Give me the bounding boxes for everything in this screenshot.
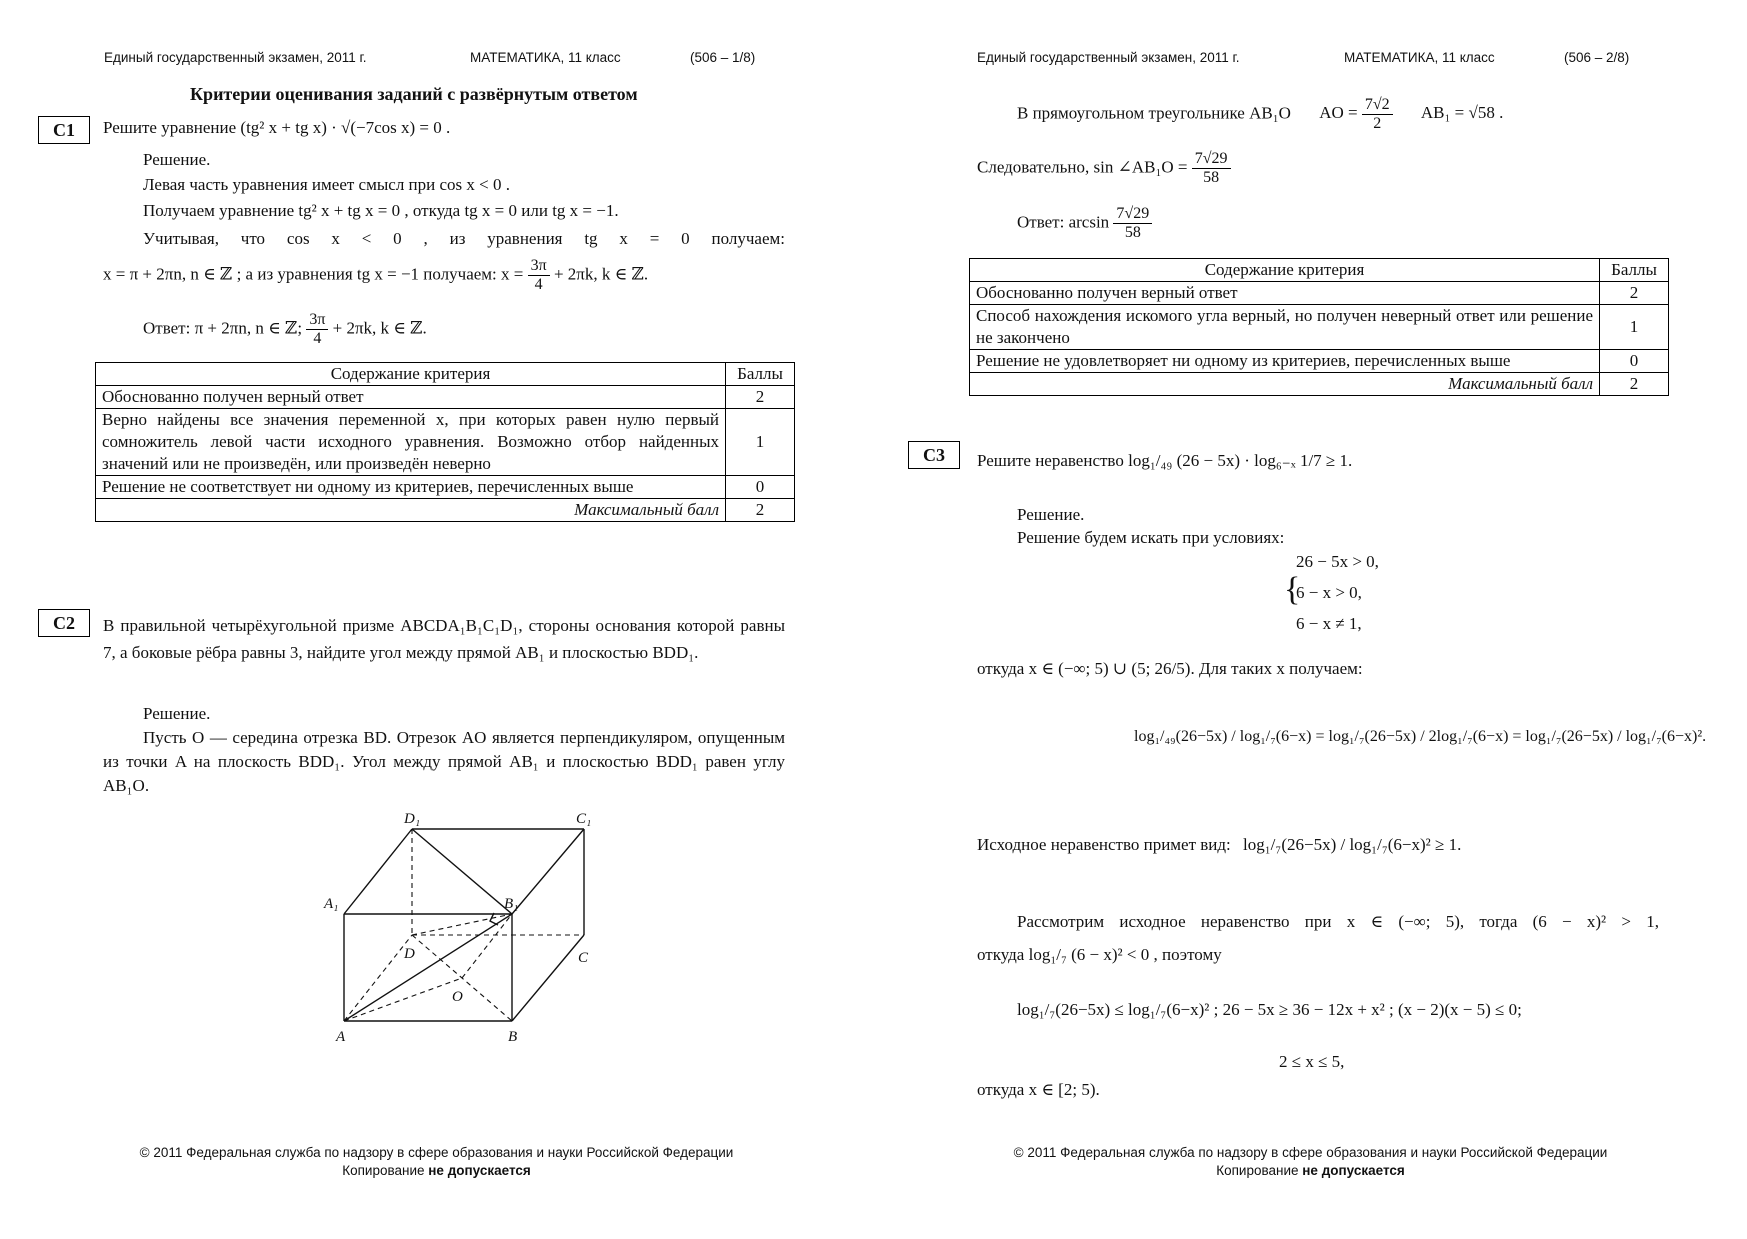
table-cell-desc: Решение не удовлетворяет ни одному из критериев, перечисленных выше (970, 350, 1600, 373)
label-b: B (508, 1029, 518, 1045)
table-header-pts: Баллы (726, 363, 795, 386)
table-row (96, 476, 795, 499)
c3-solution-label: Решение. (1017, 505, 1085, 524)
p2-sin-den: 58 (1203, 169, 1220, 186)
p2-hence (977, 150, 1231, 187)
task-label-c3: С3 (908, 441, 960, 469)
label-d: D (404, 946, 415, 962)
table-cell-desc: Обоснованно получен верный ответ (970, 282, 1600, 305)
table-cell-pts: 1 (726, 409, 795, 476)
max-score-label: Максимальный балл (96, 499, 726, 522)
p2-answer-den: 58 (1124, 224, 1141, 241)
footer-copy-bold: не допускается (428, 1163, 531, 1178)
c3-hence-log: откуда log₁/₇ (6 − x)² < 0 , поэтому (977, 945, 1222, 964)
segment-ab1 (344, 914, 512, 1021)
footer-copy-note-left (0, 1162, 873, 1180)
c3-cond2: 6 − x > 0, (1296, 583, 1362, 602)
p2-triangle-line (1017, 96, 1503, 133)
c1-frac-den: 4 (534, 276, 543, 293)
table-row-max (970, 373, 1669, 396)
task-label-c1: С1 (38, 116, 90, 144)
p2-ao-fraction (1362, 96, 1393, 133)
table-cell-desc: Способ нахождения искомого угла верный, но получен неверный ответ или решение не закончено (970, 305, 1600, 350)
footer-right (874, 1144, 1747, 1180)
c3-cond3: 6 − x ≠ 1, (1296, 614, 1362, 633)
edge-a1d1 (344, 829, 412, 914)
table-cell-desc: Верно найдены все значения переменной x, при которых равен нулю первый сомножитель левой части исходного уравнения. Возможно отбор найденных значений или не произведён, или произведён неверно (96, 409, 726, 476)
c3-transform: log₁/₄₉(26−5x) / log₁/₇(6−x) = log₁/₇(26−5x) / 2log₁/₇(6−x) = log₁/₇(26−5x) / log₁/₇(6−x)². (1134, 728, 1707, 745)
c1-task-prefix: Решите уравнение (103, 118, 237, 137)
p2-ao-num: 7√2 (1362, 96, 1393, 115)
header-subject-right: МАТЕМАТИКА, 11 класс (1344, 50, 1495, 65)
table-cell-desc: Обоснованно получен верный ответ (96, 386, 726, 409)
header-page-left: (506 – 1/8) (690, 50, 756, 65)
c2-solution: Пусть O — середина отрезка BD. Отрезок AO является перпендикуляром, опущенным из точки A на плоскость BDD₁. Угол между прямой AB₁ и плоскостью BDD₁ равен углу AB₁O. (103, 728, 785, 795)
footer-copy-prefix: Копирование (1216, 1163, 1299, 1178)
c3-task-formula: log₁/₄₉ (26 − 5x) · log₆₋ₓ 1/7 ≥ 1. (1128, 451, 1353, 470)
c3-chain: log₁/₇(26−5x) ≤ log₁/₇(6−x)² ; 26 − 5x ≥ 36 − 12x + x² ; (x − 2)(x − 5) ≤ 0; (1017, 1000, 1522, 1019)
c3-conditions-intro: Решение будем искать при условиях: (1017, 528, 1285, 547)
c1-line4a: x = π + 2πn, n ∈ ℤ ; а из уравнения tg x = −1 получаем: x = (103, 264, 524, 284)
label-a1: A₁ (324, 896, 339, 912)
c3-interval: 2 ≤ x ≤ 5, (1279, 1052, 1345, 1071)
c1-answer-fraction (306, 311, 328, 348)
footer-copy-note-right (874, 1162, 1747, 1180)
c3-new-form (977, 835, 1461, 855)
c1-answer-frac-den: 4 (313, 330, 322, 347)
page-title: Критерии оценивания заданий с развёрнутым ответом (190, 84, 638, 104)
c1-solution-label: Решение. (143, 150, 211, 169)
c3-new-form-formula: log₁/₇(26−5x) / log₁/₇(6−x)² ≥ 1. (1243, 835, 1462, 854)
max-score-label: Максимальный балл (970, 373, 1600, 396)
footer-copyright-left: © 2011 Федеральная служба по надзору в сфере образования и науки Российской Федерации (139, 1145, 734, 1160)
p2-ab1: AB₁ = √58 . (1420, 103, 1504, 123)
page-right (874, 0, 1747, 1239)
p2-triangle-text: В прямоугольном треугольнике AB₁O (1017, 103, 1291, 123)
criteria-table-c1 (95, 362, 795, 522)
page-left (0, 0, 873, 1239)
p2-ao-den: 2 (1373, 115, 1382, 132)
label-b1: B₁ (504, 896, 519, 912)
c1-line4b: + 2πk, k ∈ ℤ. (553, 264, 649, 284)
c1-line3: Учитывая, что cos x < 0 , из уравнения tg x = 0 получаем: (143, 229, 785, 248)
table-header-desc: Содержание критерия (96, 363, 726, 386)
p2-sin-fraction (1192, 150, 1231, 187)
c3-task (977, 451, 1352, 471)
c1-line1: Левая часть уравнения имеет смысл при cos x < 0 . (143, 175, 511, 194)
header-exam-left: Единый государственный экзамен, 2011 г. (104, 50, 367, 65)
table-header (970, 259, 1669, 282)
table-row (96, 386, 795, 409)
table-cell-pts: 0 (1600, 350, 1669, 373)
c3-whence2: откуда x ∈ [2; 5). (977, 1080, 1100, 1099)
c1-answer-a: Ответ: π + 2πn, n ∈ ℤ; (143, 318, 303, 338)
c3-new-form-prefix: Исходное неравенство примет вид: (977, 835, 1231, 854)
label-d1: D₁ (404, 811, 421, 827)
table-row (970, 305, 1669, 350)
c1-fraction (528, 257, 550, 294)
p2-answer-text: Ответ: arcsin (1017, 212, 1110, 232)
label-o: O (452, 989, 463, 1005)
edge-b1c1 (512, 829, 584, 914)
footer-copy-bold: не допускается (1302, 1163, 1405, 1178)
table-row-max (96, 499, 795, 522)
c3-whence: откуда x ∈ (−∞; 5) ∪ (5; 26/5). Для таких x получаем: (977, 659, 1363, 678)
c1-answer-b: + 2πk, k ∈ ℤ. (332, 318, 427, 338)
footer-copy-prefix: Копирование (342, 1163, 425, 1178)
label-c: C (578, 950, 589, 966)
criteria-table-c2 (969, 258, 1669, 396)
diag-d1b1 (412, 829, 512, 914)
c1-answer (143, 311, 427, 348)
table-cell-pts: 1 (1600, 305, 1669, 350)
p2-ao: AO = (1319, 103, 1358, 123)
table-cell-desc: Решение не соответствует ни одному из критериев, перечисленных выше (96, 476, 726, 499)
c1-task (103, 118, 450, 138)
c3-consider: Рассмотрим исходное неравенство при x ∈ (−∞; 5), тогда (6 − x)² > 1, (1017, 912, 1659, 931)
header-page-right: (506 – 2/8) (1564, 50, 1630, 65)
footer-copyright-right: © 2011 Федеральная служба по надзору в сфере образования и науки Российской Федерации (1013, 1145, 1608, 1160)
table-cell-pts: 2 (1600, 282, 1669, 305)
c3-task-prefix: Решите неравенство (977, 451, 1124, 470)
p2-hence-text: Следовательно, sin ∠AB₁O = (977, 157, 1188, 177)
header-subject-left: МАТЕМАТИКА, 11 класс (470, 50, 621, 65)
label-c1: C₁ (576, 811, 592, 827)
c3-cond1: 26 − 5x > 0, (1296, 552, 1379, 571)
c1-frac-num: 3π (528, 257, 550, 276)
prism-figure (320, 805, 600, 1050)
table-cell-pts: 0 (726, 476, 795, 499)
header-exam-right: Единый государственный экзамен, 2011 г. (977, 50, 1240, 65)
system-brace: { (1284, 571, 1301, 608)
c2-solution-label: Решение. (143, 704, 211, 723)
c2-task: В правильной четырёхугольной призме ABCDA₁B₁C₁D₁, стороны основания которой равны 7, а боковые рёбра равны 3, найдите угол между прямой AB₁ и плоскостью BDD₁. (103, 616, 785, 662)
p2-answer-fraction (1113, 205, 1152, 242)
p2-sin-num: 7√29 (1192, 150, 1231, 169)
c1-task-formula: (tg² x + tg x) · √(−7cos x) = 0 . (240, 118, 451, 137)
edge-bc (512, 935, 584, 1021)
table-row (96, 409, 795, 476)
table-header-pts: Баллы (1600, 259, 1669, 282)
table-header-desc: Содержание критерия (970, 259, 1600, 282)
segment-ob1-hidden (462, 914, 512, 978)
footer-left (0, 1144, 873, 1180)
max-score-value: 2 (726, 499, 795, 522)
max-score-value: 2 (1600, 373, 1669, 396)
table-header (96, 363, 795, 386)
c1-line2: Получаем уравнение tg² x + tg x = 0 , откуда tg x = 0 или tg x = −1. (143, 201, 619, 220)
table-row (970, 350, 1669, 373)
label-a: A (336, 1029, 346, 1045)
p2-answer (1017, 205, 1152, 242)
c1-line4 (103, 257, 648, 294)
c1-answer-frac-num: 3π (306, 311, 328, 330)
task-label-c2: С2 (38, 609, 90, 637)
table-row (970, 282, 1669, 305)
table-cell-pts: 2 (726, 386, 795, 409)
p2-answer-num: 7√29 (1113, 205, 1152, 224)
